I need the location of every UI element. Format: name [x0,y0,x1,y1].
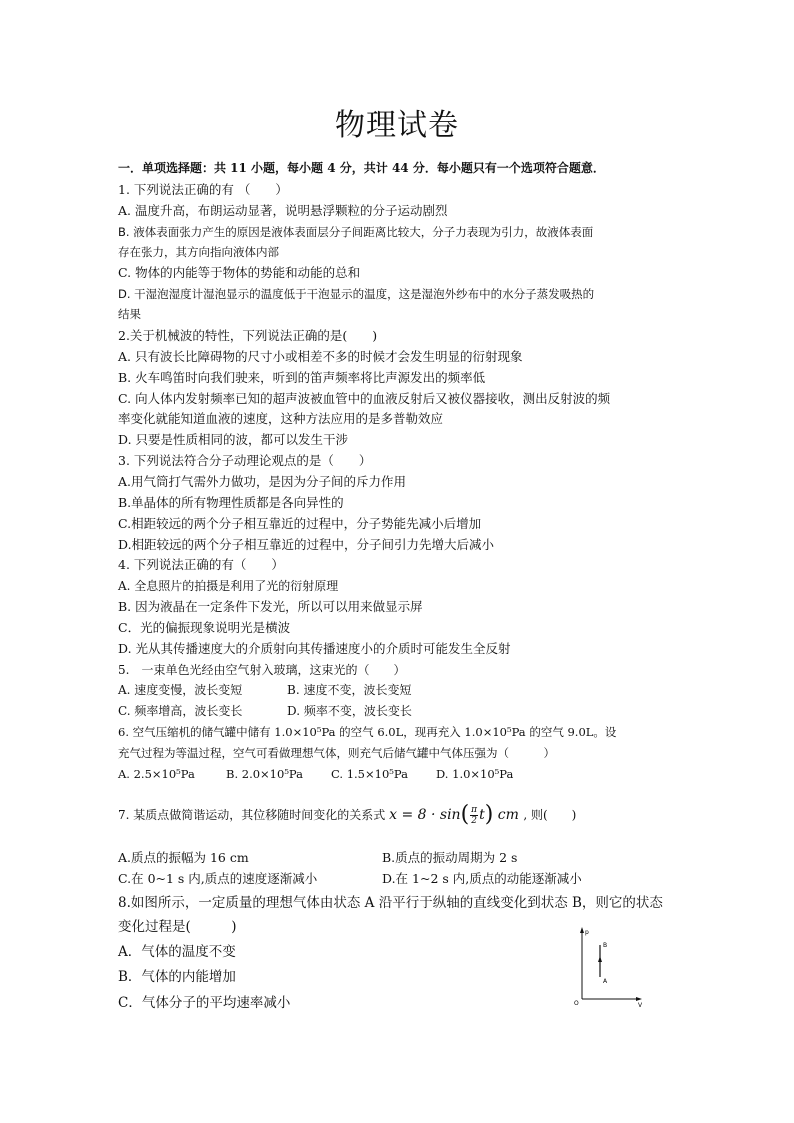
point-b-label: B [603,942,608,949]
question-7-stem-suffix: , 则( ) [523,808,577,822]
question-2-stem: 2.关于机械波的特性，下列说法正确的是( ) [118,328,378,343]
question-1-option-c: C. 物体的内能等于物体的势能和动能的总和 [118,265,361,280]
question-3-option-c: C.相距较远的两个分子相互靠近的过程中，分子势能先减小后增加 [118,516,482,531]
question-8-stem-line2: 变化过程是( ) [118,919,237,935]
question-8-stem-line1: 8.如图所示，一定质量的理想气体由状态 A 沿平行于纵轴的直线变化到状态 B，则它的状态 [118,895,663,911]
question-5-option-d: D. 频率不变，波长变长 [287,704,412,718]
question-2-option-b: B. 火车鸣笛时向我们驶来，听到的笛声频率将比声源发出的频率低 [118,370,486,385]
question-1-stem: 1. 下列说法正确的有 （ ） [118,182,288,197]
y-axis-label: p [585,929,589,936]
question-6-stem-line1: 6. 空气压缩机的储气罐中储有 1.0×10⁵Pa 的空气 6.0L，现再充入 1.0×10⁵Pa 的空气 9.0L。设 [118,725,617,739]
question-1-option-b-line2: 存在张力，其方向指向液体内部 [118,245,279,259]
question-3-option-a: A.用气筒打气需外力做功，是因为分子间的斥力作用 [118,474,407,489]
question-6-stem-line2: 充气过程为等温过程，空气可看做理想气体，则充气后储气罐中气体压强为（ ） [118,746,555,760]
fraction-denominator: 2 [471,815,477,826]
question-4-option-d: D. 光从其传播速度大的介质射向其传播速度小的介质时可能发生全反射 [118,641,511,656]
question-6-option-a: A. 2.5×10⁵Pa [118,767,195,781]
question-7-option-a: A.质点的振幅为 16 cm [118,850,249,865]
question-7-formula: x = 8 · sin( $\frac{\pi}{2}$ t) cm [389,802,519,827]
process-arrow-icon [598,956,602,962]
question-3-option-d: D.相距较远的两个分子相互靠近的过程中，分子间引力先增大后减小 [118,537,495,552]
question-7-stem-prefix: 7. 某质点做简谐运动，其位移随时间变化的关系式 [118,808,386,822]
question-3-stem: 3. 下列说法符合分子动理论观点的是（ ） [118,453,372,468]
question-5-stem: 5. 一束单色光经由空气射入玻璃，这束光的（ ） [118,663,406,677]
question-3-option-b: B.单晶体的所有物理性质都是各向异性的 [118,495,344,510]
question-2-option-c-line2: 率变化就能知道血液的速度，这种方法应用的是多普勒效应 [118,411,444,426]
question-6-option-c: C. 1.5×10⁵Pa [331,767,408,781]
question-5-option-c: C. 频率增高，波长变长 [118,704,243,718]
question-2-option-d: D. 只要是性质相同的波，都可以发生干涉 [118,432,349,447]
question-2-option-a: A. 只有波长比障碍物的尺寸小或相差不多的时候才会发生明显的衍射现象 [118,349,523,364]
question-6-option-b: B. 2.0×10⁵Pa [226,767,304,781]
formula-lhs: x = 8 · sin [389,807,461,823]
formula-fraction [470,805,478,826]
question-8-option-b: B．气体的内能增加 [118,969,236,985]
question-7-option-c: C.在 0~1 s 内,质点的速度逐渐减小 [118,871,318,886]
formula-unit: cm [497,807,519,823]
question-1-option-b-line1: B. 液体表面张力产生的原因是液体表面层分子间距离比较大，分子力表现为引力，故液体表面 [118,225,594,239]
question-4-option-b: B. 因为液晶在一定条件下发光，所以可以用来做显示屏 [118,599,423,614]
question-8-option-a: A．气体的温度不变 [118,944,236,960]
x-axis-arrow-icon [636,997,642,1001]
question-1-option-a: A. 温度升高，布朗运动显著，说明悬浮颗粒的分子运动剧烈 [118,203,448,218]
y-axis-arrow-icon [580,927,584,933]
pv-diagram [570,925,650,1015]
question-4-stem: 4. 下列说法正确的有（ ） [118,557,284,572]
question-1-option-d-line2: 结果 [118,307,141,321]
section-heading: 一．单项选择题：共 11 小题，每小题 4 分，共计 44 分．每小题只有一个选项符合题意． [118,161,605,175]
fraction-numerator: π [471,804,478,815]
question-7-stem [118,803,576,827]
question-2-option-c-line1: C. 向人体内发射频率已知的超声波被血管中的血液反射后又被仪器接收，测出反射波的频 [118,391,611,406]
question-7-option-d: D.在 1~2 s 内,质点的动能逐渐减小 [382,871,582,886]
question-5-option-a: A. 速度变慢，波长变短 [118,683,243,697]
page-title: 物理试卷 [335,108,459,143]
x-axis-label: V [638,1002,643,1009]
question-6-option-d: D. 1.0×10⁵Pa [436,767,514,781]
question-4-option-a: A. 全息照片的拍摄是利用了光的衍射原理 [118,579,339,593]
point-a-label: A [603,978,608,985]
question-8-option-c: C．气体分子的平均速率减小 [118,995,291,1011]
question-5-option-b: B. 速度不变，波长变短 [287,683,412,697]
question-4-option-c: C．光的偏振现象说明光是横波 [118,620,291,635]
question-1-option-d-line1: D. 干湿泡湿度计湿泡显示的温度低于干泡显示的温度，这是湿泡外纱布中的水分子蒸发吸热的 [118,287,595,301]
formula-variable: t [479,807,485,823]
origin-label: O [574,1000,579,1007]
question-7-option-b: B.质点的振动周期为 2 s [382,850,518,865]
